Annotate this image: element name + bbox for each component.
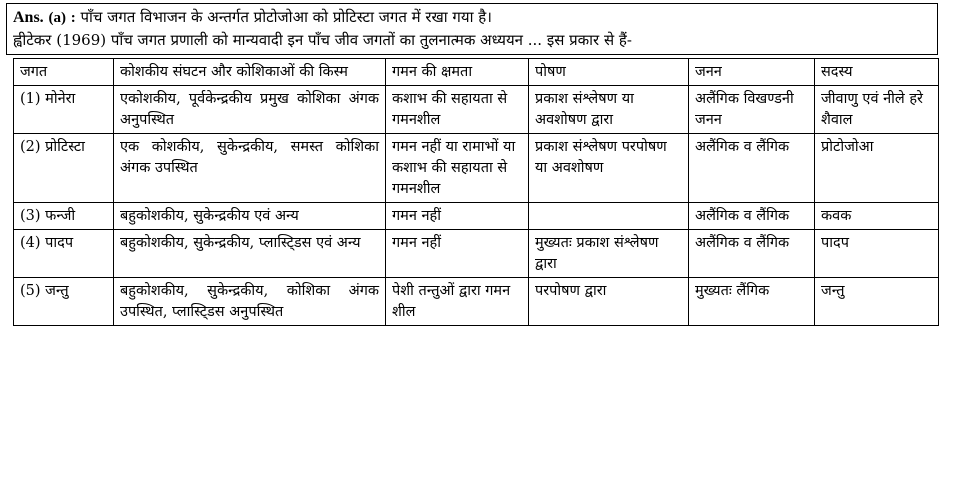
cell-nutrition (529, 203, 689, 230)
answer-line-1 (13, 6, 931, 29)
cell-organization: एक कोशकीय, सुकेन्द्रकीय, समस्त कोशिका अंगक उपस्थित (114, 134, 386, 203)
header-kingdom: जगत (14, 59, 114, 86)
table-header-row (14, 59, 939, 86)
table-row (14, 203, 939, 230)
cell-nutrition: परपोषण द्वारा (529, 278, 689, 326)
answer-text-1: पाँच जगत विभाजन के अन्तर्गत प्रोटोजोआ को प्रोटिस्टा जगत में रखा गया है। (80, 8, 492, 26)
cell-organization: बहुकोशकीय, सुकेन्द्रकीय एवं अन्य (114, 203, 386, 230)
header-members: सदस्य (815, 59, 939, 86)
cell-nutrition: प्रकाश संश्लेषण परपोषण या अवशोषण (529, 134, 689, 203)
cell-members: प्रोटोजोआ (815, 134, 939, 203)
table-row (14, 278, 939, 326)
answer-line-2: ह्वीटेकर (1969) पाँच जगत प्रणाली को मान्यवादी इन पाँच जीव जगतों का तुलनात्मक अध्ययन ... इस प्रकार से हैं- (13, 31, 632, 49)
answer-box (6, 3, 938, 55)
cell-kingdom: (3) फन्जी (14, 203, 114, 230)
cell-members: जीवाणु एवं नीले हरे शैवाल (815, 86, 939, 134)
answer-label: Ans. (13, 9, 44, 26)
cell-organization: बहुकोशकीय, सुकेन्द्रकीय, प्लास्टि्डस एवं अन्य (114, 230, 386, 278)
answer-option: (a) (48, 10, 66, 26)
table-row (14, 230, 939, 278)
cell-nutrition: मुख्यतः प्रकाश संश्लेषण द्वारा (529, 230, 689, 278)
cell-reproduction: मुख्यतः लैंगिक (689, 278, 815, 326)
kingdom-comparison-table (13, 58, 939, 326)
answer-colon: : (70, 10, 76, 26)
table-row (14, 86, 939, 134)
header-cell-organization: कोशकीय संघटन और कोशिकाओं की किस्म (114, 59, 386, 86)
header-reproduction: जनन (689, 59, 815, 86)
cell-kingdom: (1) मोनेरा (14, 86, 114, 134)
table-row (14, 134, 939, 203)
cell-members: जन्तु (815, 278, 939, 326)
cell-reproduction: अलैंगिक व लैंगिक (689, 230, 815, 278)
cell-kingdom: (5) जन्तु (14, 278, 114, 326)
header-nutrition: पोषण (529, 59, 689, 86)
cell-kingdom: (2) प्रोटिस्टा (14, 134, 114, 203)
cell-motility: गमन नहीं या रामाभों या कशाभ की सहायता से गमनशील (386, 134, 529, 203)
cell-reproduction: अलैंगिक व लैंगिक (689, 203, 815, 230)
cell-motility: पेशी तन्तुओं द्वारा गमन शील (386, 278, 529, 326)
cell-motility: गमन नहीं (386, 230, 529, 278)
cell-nutrition: प्रकाश संश्लेषण या अवशोषण द्वारा (529, 86, 689, 134)
cell-reproduction: अलैंगिक विखण्डनी जनन (689, 86, 815, 134)
cell-reproduction: अलैंगिक व लैंगिक (689, 134, 815, 203)
cell-members: पादप (815, 230, 939, 278)
cell-members: कवक (815, 203, 939, 230)
header-motility: गमन की क्षमता (386, 59, 529, 86)
cell-motility: गमन नहीं (386, 203, 529, 230)
cell-organization: बहुकोशकीय, सुकेन्द्रकीय, कोशिका अंगक उपस्थित, प्लास्टि्डस अनुपस्थित (114, 278, 386, 326)
cell-organization: एकोशकीय, पूर्वकेन्द्रकीय प्रमुख कोशिका अंगक अनुपस्थित (114, 86, 386, 134)
cell-motility: कशाभ की सहायता से गमनशील (386, 86, 529, 134)
cell-kingdom: (4) पादप (14, 230, 114, 278)
